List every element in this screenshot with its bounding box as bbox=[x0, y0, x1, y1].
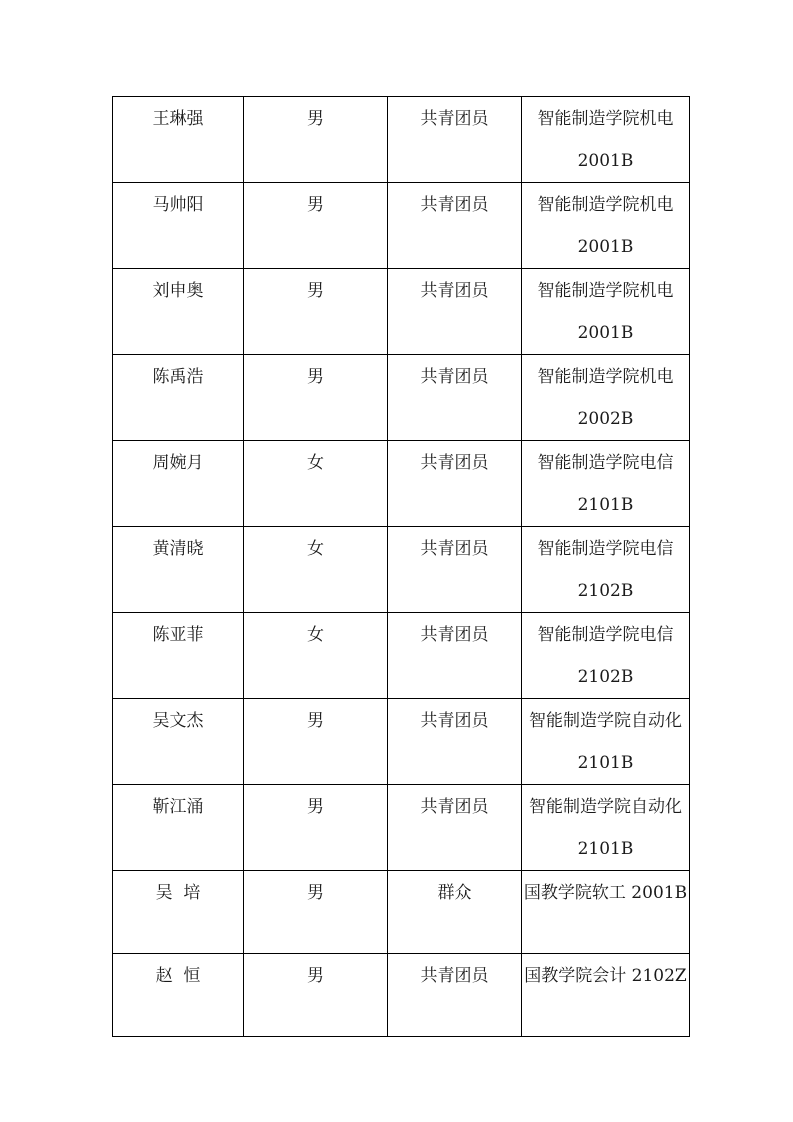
unit-text: 国教学院会计 2102Z bbox=[524, 966, 687, 986]
political-status-text: 共青团员 bbox=[420, 195, 489, 215]
political-status-cell bbox=[388, 871, 522, 954]
political-status-cell bbox=[388, 785, 522, 871]
political-status-text: 群众 bbox=[437, 883, 472, 903]
gender-cell bbox=[244, 954, 388, 1037]
unit-text: 智能制造学院机电 2001B bbox=[537, 281, 674, 343]
table-row bbox=[113, 355, 690, 441]
table-row bbox=[113, 613, 690, 699]
name-text: 吴文杰 bbox=[152, 711, 204, 731]
name-cell bbox=[113, 269, 244, 355]
political-status-text: 共青团员 bbox=[420, 711, 489, 731]
name-cell bbox=[113, 954, 244, 1037]
unit-cell bbox=[522, 269, 690, 355]
political-status-cell bbox=[388, 183, 522, 269]
political-status-text: 共青团员 bbox=[420, 453, 489, 473]
political-status-text: 共青团员 bbox=[420, 367, 489, 387]
roster-body bbox=[113, 97, 690, 1037]
name-text: 黄清晓 bbox=[152, 539, 204, 559]
political-status-cell bbox=[388, 97, 522, 183]
table-row bbox=[113, 269, 690, 355]
gender-cell bbox=[244, 699, 388, 785]
unit-text: 智能制造学院电信 2102B bbox=[537, 625, 674, 687]
name-text: 周婉月 bbox=[152, 453, 204, 473]
name-text: 赵 恒 bbox=[155, 966, 201, 986]
name-cell bbox=[113, 527, 244, 613]
student-roster-table bbox=[112, 96, 690, 1037]
unit-cell bbox=[522, 871, 690, 954]
gender-cell bbox=[244, 613, 388, 699]
political-status-cell bbox=[388, 355, 522, 441]
gender-cell bbox=[244, 183, 388, 269]
gender-cell bbox=[244, 355, 388, 441]
unit-cell bbox=[522, 183, 690, 269]
unit-text: 国教学院软工 2001B bbox=[523, 883, 688, 903]
gender-cell bbox=[244, 871, 388, 954]
name-text: 刘申奥 bbox=[152, 281, 204, 301]
gender-text: 男 bbox=[307, 367, 324, 387]
gender-cell bbox=[244, 441, 388, 527]
political-status-cell bbox=[388, 527, 522, 613]
unit-text: 智能制造学院自动化 2101B bbox=[529, 711, 682, 773]
name-cell bbox=[113, 355, 244, 441]
name-text: 陈禹浩 bbox=[152, 367, 204, 387]
unit-text: 智能制造学院电信 2101B bbox=[537, 453, 674, 515]
table-row bbox=[113, 183, 690, 269]
political-status-text: 共青团员 bbox=[420, 625, 489, 645]
name-cell bbox=[113, 441, 244, 527]
unit-cell bbox=[522, 441, 690, 527]
unit-cell bbox=[522, 954, 690, 1037]
gender-text: 女 bbox=[307, 539, 324, 559]
gender-cell bbox=[244, 527, 388, 613]
name-text: 吴 培 bbox=[155, 883, 201, 903]
table-row bbox=[113, 785, 690, 871]
name-cell bbox=[113, 699, 244, 785]
political-status-text: 共青团员 bbox=[420, 281, 489, 301]
unit-text: 智能制造学院机电 2002B bbox=[537, 367, 674, 429]
gender-text: 女 bbox=[307, 453, 324, 473]
gender-text: 男 bbox=[307, 711, 324, 731]
name-cell bbox=[113, 785, 244, 871]
name-text: 王琳强 bbox=[152, 109, 204, 129]
gender-cell bbox=[244, 785, 388, 871]
gender-text: 男 bbox=[307, 966, 324, 986]
gender-text: 男 bbox=[307, 281, 324, 301]
political-status-cell bbox=[388, 441, 522, 527]
table-row bbox=[113, 954, 690, 1037]
table-row bbox=[113, 441, 690, 527]
political-status-cell bbox=[388, 954, 522, 1037]
name-cell bbox=[113, 97, 244, 183]
gender-text: 男 bbox=[307, 195, 324, 215]
unit-cell bbox=[522, 355, 690, 441]
table-row bbox=[113, 527, 690, 613]
unit-text: 智能制造学院机电 2001B bbox=[537, 109, 674, 171]
unit-text: 智能制造学院机电 2001B bbox=[537, 195, 674, 257]
table-row bbox=[113, 699, 690, 785]
political-status-text: 共青团员 bbox=[420, 797, 489, 817]
table-row bbox=[113, 871, 690, 954]
unit-cell bbox=[522, 785, 690, 871]
unit-cell bbox=[522, 613, 690, 699]
gender-cell bbox=[244, 269, 388, 355]
name-text: 马帅阳 bbox=[152, 195, 204, 215]
gender-text: 男 bbox=[307, 109, 324, 129]
gender-text: 男 bbox=[307, 883, 324, 903]
table-row bbox=[113, 97, 690, 183]
name-cell bbox=[113, 871, 244, 954]
political-status-cell bbox=[388, 613, 522, 699]
unit-text: 智能制造学院自动化 2101B bbox=[529, 797, 682, 859]
unit-cell bbox=[522, 699, 690, 785]
gender-text: 男 bbox=[307, 797, 324, 817]
name-cell bbox=[113, 183, 244, 269]
name-text: 靳江涌 bbox=[152, 797, 204, 817]
political-status-cell bbox=[388, 699, 522, 785]
political-status-text: 共青团员 bbox=[420, 966, 489, 986]
gender-text: 女 bbox=[307, 625, 324, 645]
political-status-cell bbox=[388, 269, 522, 355]
unit-text: 智能制造学院电信 2102B bbox=[537, 539, 674, 601]
unit-cell bbox=[522, 527, 690, 613]
gender-cell bbox=[244, 97, 388, 183]
political-status-text: 共青团员 bbox=[420, 539, 489, 559]
name-cell bbox=[113, 613, 244, 699]
unit-cell bbox=[522, 97, 690, 183]
political-status-text: 共青团员 bbox=[420, 109, 489, 129]
name-text: 陈亚菲 bbox=[152, 625, 204, 645]
